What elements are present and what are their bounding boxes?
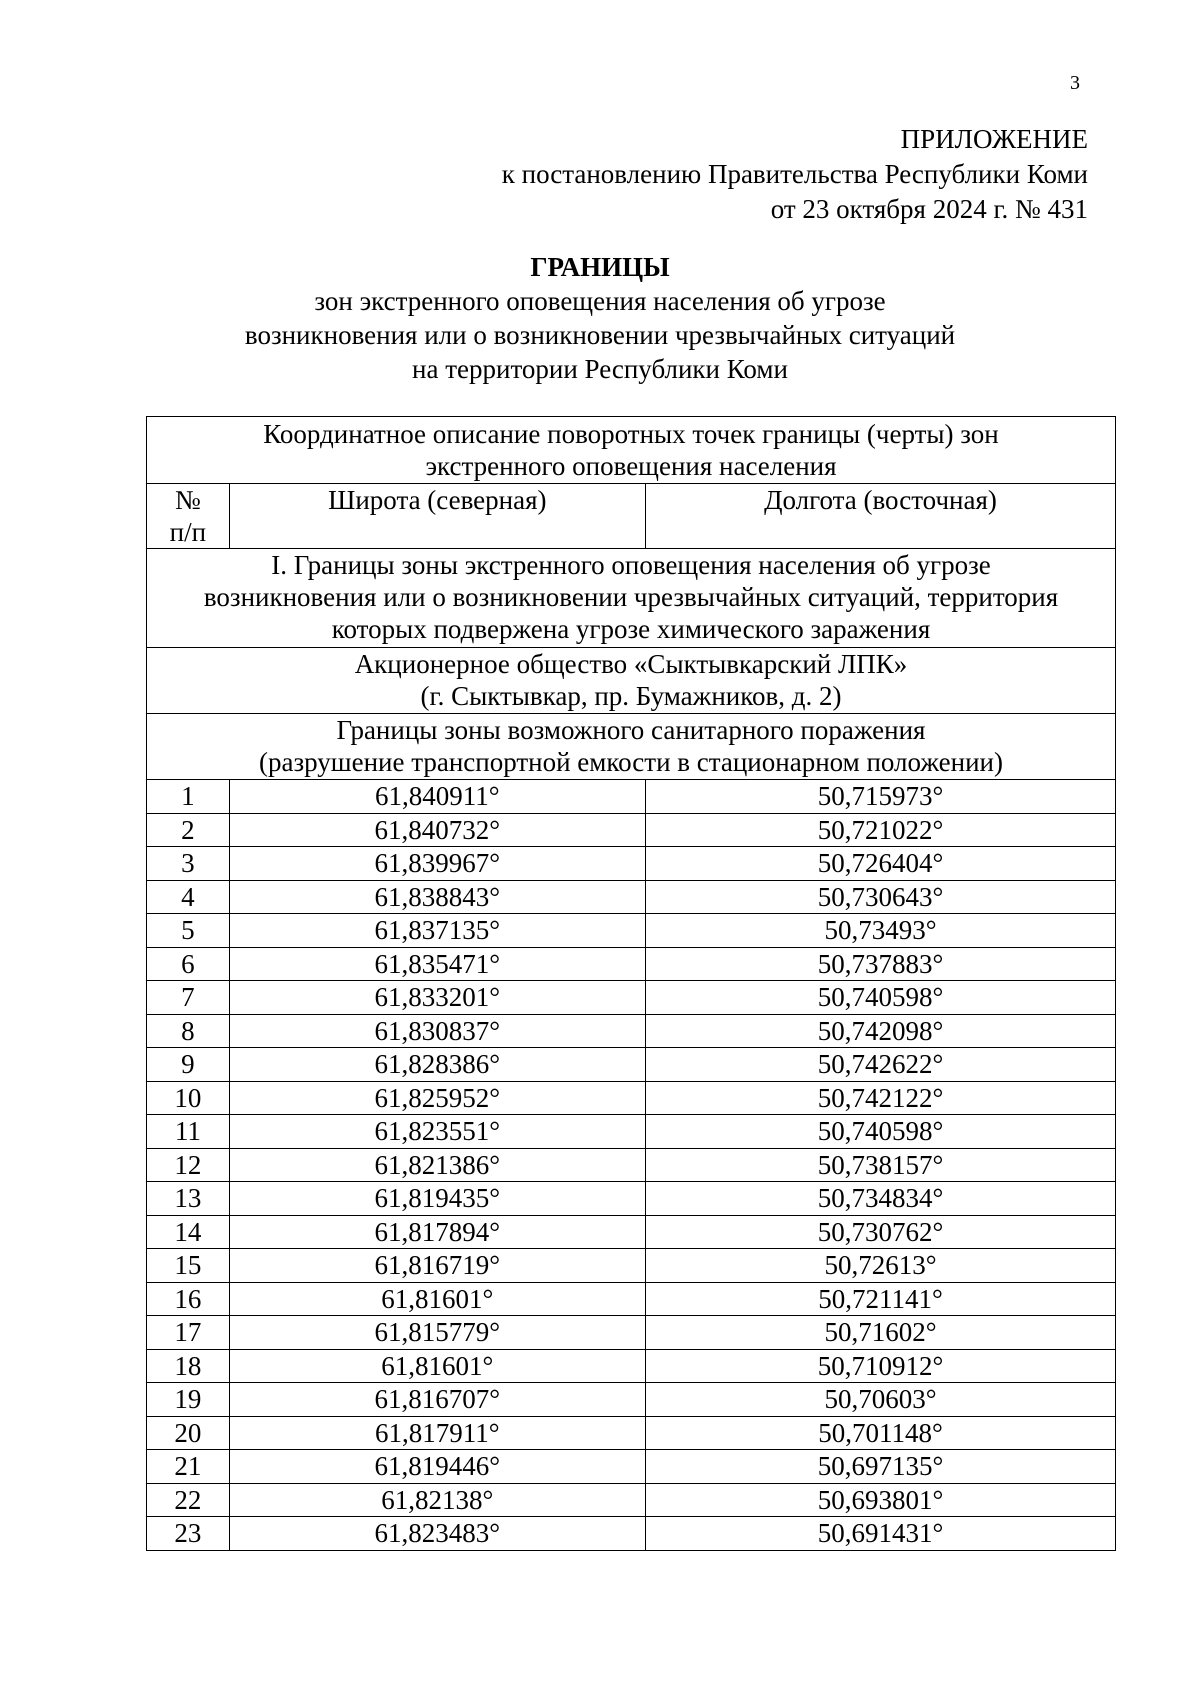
longitude-cell: 50,71602° [645,1316,1115,1350]
latitude-cell: 61,816707° [229,1383,645,1417]
table-row [147,1048,1116,1082]
table-row [147,1182,1116,1216]
table-row [147,1416,1116,1450]
table-row [147,1081,1116,1115]
table-row [147,1148,1116,1182]
row-number-cell: 13 [147,1182,230,1216]
latitude-cell: 61,840911° [229,780,645,814]
row-number-cell: 19 [147,1383,230,1417]
longitude-cell: 50,734834° [645,1182,1115,1216]
table-row [147,813,1116,847]
longitude-cell: 50,742098° [645,1014,1115,1048]
column-header-number-line1: № [174,485,201,515]
latitude-cell: 61,817911° [229,1416,645,1450]
table-row [147,1483,1116,1517]
longitude-cell: 50,740598° [645,1115,1115,1149]
latitude-cell: 61,816719° [229,1249,645,1283]
latitude-cell: 61,838843° [229,880,645,914]
longitude-cell: 50,691431° [645,1517,1115,1551]
coordinates-table [146,416,1116,1551]
section-heading-line2: возникновения или о возникновении чрезвычайных ситуаций, территория [203,582,1059,612]
table-row [147,981,1116,1015]
table-row [147,847,1116,881]
latitude-cell: 61,815779° [229,1316,645,1350]
latitude-cell: 61,819446° [229,1450,645,1484]
row-number-cell: 22 [147,1483,230,1517]
row-number-cell: 8 [147,1014,230,1048]
table-row [147,1014,1116,1048]
document-subtitle-line2: возникновения или о возникновении чрезвычайных ситуаций [244,320,956,350]
row-number-cell: 20 [147,1416,230,1450]
table-row [147,1450,1116,1484]
table-row [147,1517,1116,1551]
zone-heading-line2: (разрушение транспортной емкости в стационарном положении) [259,747,1003,777]
row-number-cell: 2 [147,813,230,847]
latitude-cell: 61,825952° [229,1081,645,1115]
latitude-cell: 61,821386° [229,1148,645,1182]
row-number-cell: 12 [147,1148,230,1182]
latitude-cell: 61,835471° [229,947,645,981]
table-row [147,880,1116,914]
table-header-row [147,417,1116,484]
longitude-cell: 50,742122° [645,1081,1115,1115]
latitude-cell: 61,81601° [229,1349,645,1383]
document-title-block [0,250,1200,386]
section-row [147,549,1116,648]
latitude-cell: 61,837135° [229,914,645,948]
table-row [147,947,1116,981]
row-number-cell: 10 [147,1081,230,1115]
appendix-date: от 23 октября 2024 г. № 431 [770,194,1088,224]
longitude-cell: 50,721022° [645,813,1115,847]
row-number-cell: 18 [147,1349,230,1383]
column-header-number-line2: п/п [169,517,207,547]
table-row [147,1316,1116,1350]
longitude-cell: 50,730762° [645,1215,1115,1249]
latitude-cell: 61,819435° [229,1182,645,1216]
document-subtitle-line3: на территории Республики Коми [412,354,788,384]
zone-row [147,714,1116,780]
latitude-cell: 61,823483° [229,1517,645,1551]
organization-address: (г. Сыктывкар, пр. Бумажников, д. 2) [420,681,842,711]
row-number-cell: 5 [147,914,230,948]
row-number-cell: 15 [147,1249,230,1283]
section-heading [147,549,1116,648]
table-row [147,1383,1116,1417]
row-number-cell: 11 [147,1115,230,1149]
row-number-cell: 7 [147,981,230,1015]
document-subtitle-line1: зон экстренного оповещения населения об угрозе [314,286,886,316]
table-row [147,1349,1116,1383]
row-number-cell: 14 [147,1215,230,1249]
column-headers-row [147,484,1116,549]
latitude-cell: 61,82138° [229,1483,645,1517]
longitude-cell: 50,72613° [645,1249,1115,1283]
longitude-cell: 50,738157° [645,1148,1115,1182]
table-row [147,914,1116,948]
latitude-cell: 61,817894° [229,1215,645,1249]
appendix-title: ПРИЛОЖЕНИЕ [900,124,1088,154]
zone-heading [147,714,1116,780]
table-caption-line1: Координатное описание поворотных точек границы (черты) зон [263,419,999,449]
row-number-cell: 17 [147,1316,230,1350]
latitude-cell: 61,830837° [229,1014,645,1048]
table-row [147,1215,1116,1249]
latitude-cell: 61,833201° [229,981,645,1015]
longitude-cell: 50,701148° [645,1416,1115,1450]
table-row [147,1249,1116,1283]
latitude-cell: 61,823551° [229,1115,645,1149]
organization-name: Акционерное общество «Сыктывкарский ЛПК» [354,649,908,679]
table-row [147,1115,1116,1149]
row-number-cell: 1 [147,780,230,814]
column-header-longitude: Долгота (восточная) [645,484,1115,549]
longitude-cell: 50,726404° [645,847,1115,881]
section-heading-line3: которых подвержена угрозе химического заражения [331,614,931,644]
organization-heading [147,648,1116,714]
longitude-cell: 50,73493° [645,914,1115,948]
row-number-cell: 6 [147,947,230,981]
section-heading-line1: I. Границы зоны экстренного оповещения населения об угрозе [271,550,991,580]
zone-heading-line1: Границы зоны возможного санитарного поражения [336,715,926,745]
row-number-cell: 9 [147,1048,230,1082]
row-number-cell: 21 [147,1450,230,1484]
page-number: 3 [1070,72,1080,94]
row-number-cell: 4 [147,880,230,914]
latitude-cell: 61,81601° [229,1282,645,1316]
latitude-cell: 61,828386° [229,1048,645,1082]
organization-row [147,648,1116,714]
longitude-cell: 50,721141° [645,1282,1115,1316]
longitude-cell: 50,693801° [645,1483,1115,1517]
column-header-latitude: Широта (северная) [229,484,645,549]
longitude-cell: 50,737883° [645,947,1115,981]
latitude-cell: 61,840732° [229,813,645,847]
longitude-cell: 50,710912° [645,1349,1115,1383]
table-row [147,780,1116,814]
appendix-block [502,122,1088,227]
longitude-cell: 50,697135° [645,1450,1115,1484]
appendix-resolution: к постановлению Правительства Республики Коми [501,159,1088,189]
document-title: ГРАНИЦЫ [530,252,670,282]
longitude-cell: 50,742622° [645,1048,1115,1082]
table-caption-line2: экстренного оповещения населения [425,451,837,481]
longitude-cell: 50,730643° [645,880,1115,914]
column-header-number [147,484,230,549]
table-caption [147,417,1116,484]
table-row [147,1282,1116,1316]
latitude-cell: 61,839967° [229,847,645,881]
longitude-cell: 50,715973° [645,780,1115,814]
longitude-cell: 50,70603° [645,1383,1115,1417]
row-number-cell: 3 [147,847,230,881]
longitude-cell: 50,740598° [645,981,1115,1015]
row-number-cell: 16 [147,1282,230,1316]
row-number-cell: 23 [147,1517,230,1551]
